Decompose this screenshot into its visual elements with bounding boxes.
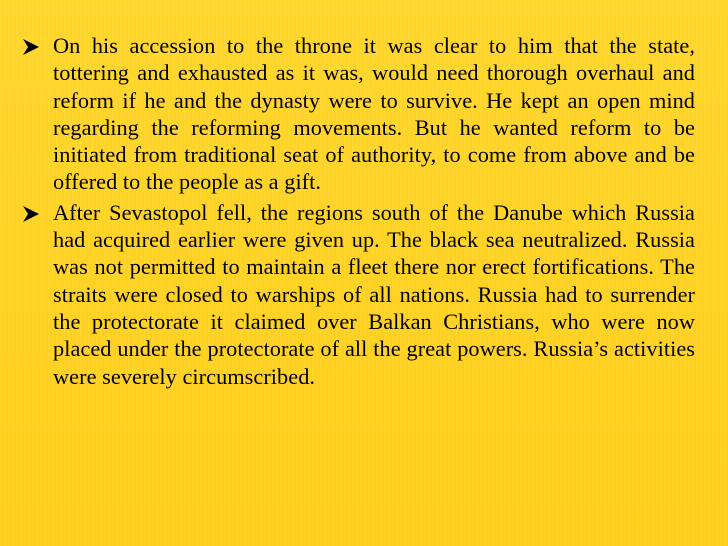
bullet-item-sevastopol [22,199,695,390]
bullet-list [22,32,695,390]
bullet-text: On his accession to the throne it was clear to him that the state, tottering and exhausted as it was, would need thorough overhaul and reform if he and the dynasty were to survive. He kept an open mind regarding the reforming movements. But he wanted reform to be initiated from traditional seat of authority, to come from above and be offered to the people as a gift. [53,33,695,195]
bullet-item-accession [22,32,695,196]
bullet-text: After Sevastopol fell, the regions south of the Danube which Russia had acquired earlier were given up. The black sea neutralized. Russia was not permitted to maintain a fleet there nor erect fortifications. The straits were closed to warships of all nations. Russia had to surrender the protectorate it claimed over Balkan Christians, who were now placed under the protectorate of all the great powers. Russia’s activities were severely circumscribed. [53,199,695,389]
arrow-bullet-icon [22,205,40,223]
arrow-bullet-icon [22,38,40,56]
